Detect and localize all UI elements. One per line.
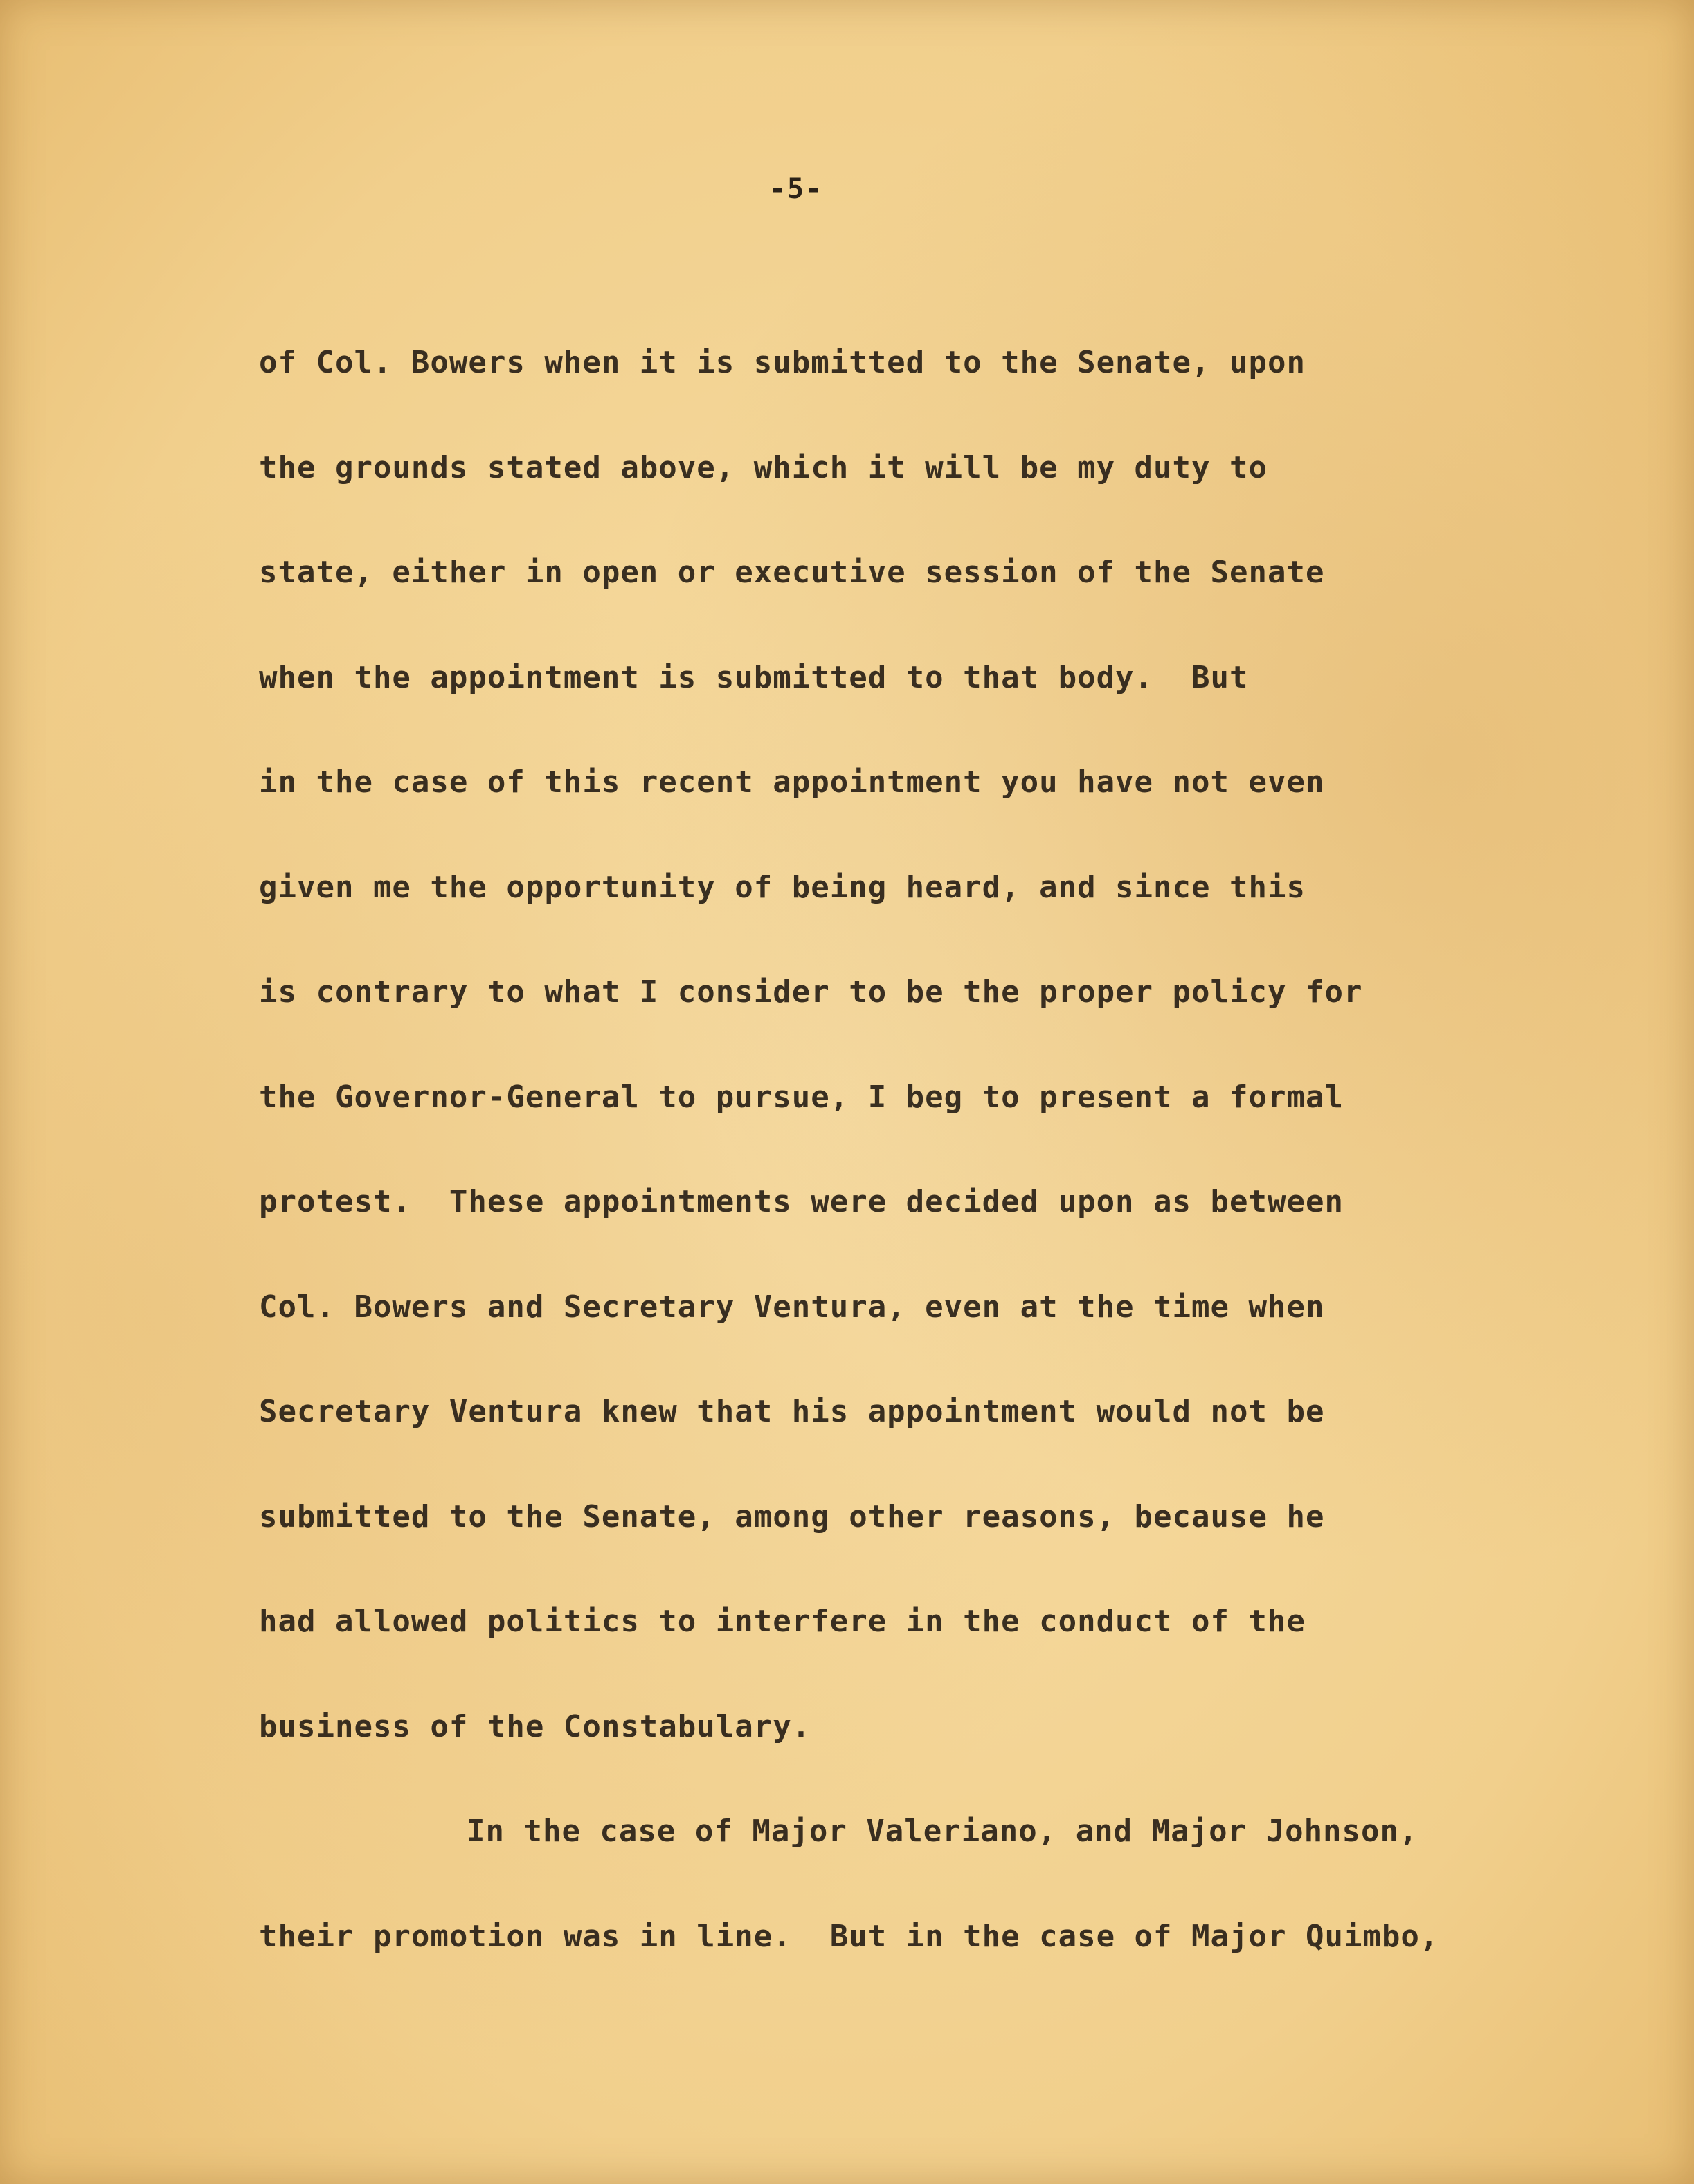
text-line: had allowed politics to interfere in the conduct of the xyxy=(259,1604,1306,1639)
text-line: in the case of this recent appointment you have not even xyxy=(259,764,1325,800)
text-line: is contrary to what I consider to be the proper policy for xyxy=(259,974,1363,1010)
text-line: submitted to the Senate, among other reasons, because he xyxy=(259,1498,1325,1534)
text-line: Secretary Ventura knew that his appointment would not be xyxy=(259,1394,1325,1429)
letter-body xyxy=(259,310,1609,1989)
text-line: given me the opportunity of being heard, and since this xyxy=(259,869,1306,905)
page-number: -5- xyxy=(768,173,824,205)
text-line-indented: In the case of Major Valeriano, and Major Johnson, xyxy=(467,1814,1418,1849)
text-line: the Governor-General to pursue, I beg to present a formal xyxy=(259,1079,1344,1115)
text-line: state, either in open or executive session of the Senate xyxy=(259,555,1325,590)
text-line: of Col. Bowers when it is submitted to the Senate, upon xyxy=(259,345,1306,380)
text-line: business of the Constabulary. xyxy=(259,1708,811,1744)
text-line: when the appointment is submitted to that body. But xyxy=(259,659,1249,695)
text-line: protest. These appointments were decided upon as between xyxy=(259,1184,1344,1219)
text-line: the grounds stated above, which it will be my duty to xyxy=(259,449,1268,485)
text-line: their promotion was in line. But in the case of Major Quimbo, xyxy=(259,1918,1439,1954)
text-line: Col. Bowers and Secretary Ventura, even at the time when xyxy=(259,1289,1325,1325)
